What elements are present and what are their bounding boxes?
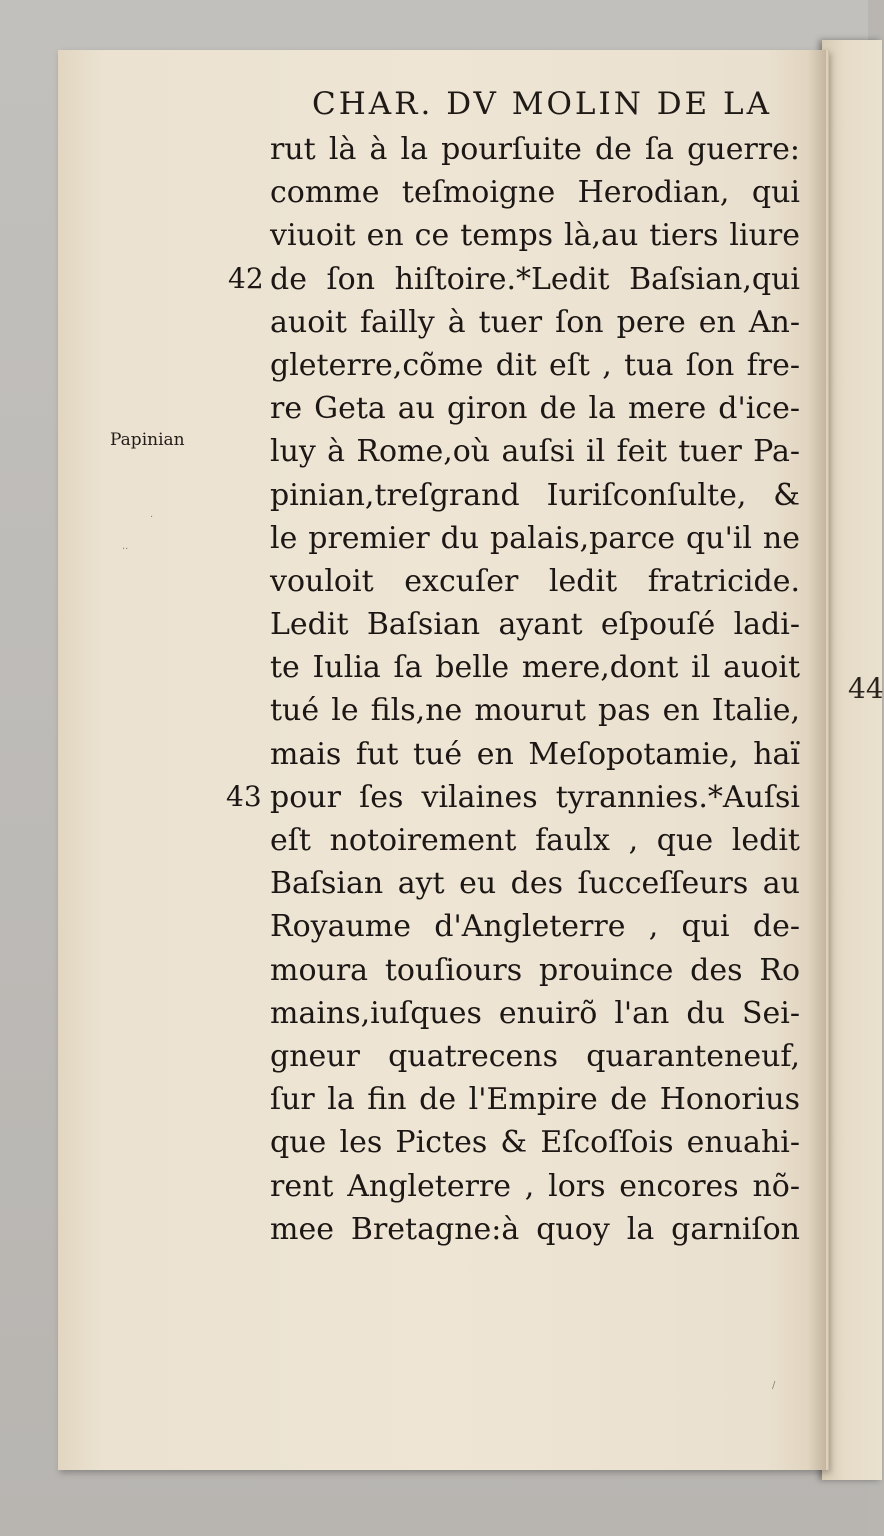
body-text	[270, 128, 800, 1251]
text-line: le premier du palais,parce qu'il ne	[270, 520, 800, 556]
text-line: mee Bretagne:à quoy la garniſon	[270, 1211, 800, 1247]
text-line: tué le fils,ne mourut pas en Italie,	[270, 693, 800, 729]
line-number-42: 42	[228, 262, 264, 295]
line-number-43: 43	[226, 780, 262, 813]
text-line: eſt notoirement faulx , que ledit	[270, 823, 800, 858]
text-line: pinian,treſgrand Iuriſconſulte, &	[270, 477, 800, 513]
text-line: gleterre,cõme dit eſt , tua ſon fre-	[270, 347, 800, 383]
paper-speck: ·	[150, 512, 154, 523]
text-line: te Iulia ſa belle mere,dont il auoit	[270, 650, 800, 686]
text-line: moura touſiours prouince des Ro	[270, 952, 800, 988]
paper-speck: /	[772, 1380, 776, 1391]
text-line: rut là à la pourſuite de ſa guerre:	[270, 132, 800, 167]
text-line: auoit failly à tuer ſon pere en An-	[270, 304, 800, 340]
text-line: mais fut tué en Meſopotamie, haï	[270, 736, 800, 772]
text-line: gneur quatrecens quaranteneuf,	[270, 1038, 800, 1074]
text-line: re Geta au giron de la mere d'ice-	[270, 391, 800, 427]
text-line: rent Angleterre , lors encores nõ-	[270, 1168, 800, 1204]
marginal-note: Papinian	[110, 430, 185, 450]
text-line: pour ſes vilaines tyrannies.*Auſsi	[270, 779, 800, 815]
right-page-edge	[822, 40, 882, 1480]
text-line: vouloit excuſer ledit fratricide.	[270, 563, 800, 599]
text-line: de ſon hiſtoire.*Ledit Baſsian,qui	[270, 261, 800, 297]
text-line: luy à Rome,où auſsi il feit tuer Pa-	[270, 434, 800, 470]
text-line: Royaume d'Angleterre , qui de-	[270, 909, 800, 945]
gutter-shadow	[808, 50, 826, 1470]
running-head: CHAR. DV MOLIN DE LA	[312, 86, 773, 122]
text-line: comme teſmoigne Herodian, qui	[270, 175, 800, 211]
right-page-number-fragment: 44	[848, 672, 884, 705]
text-line: que les Pictes & Eſcoſſois enuahi-	[270, 1125, 800, 1161]
text-line: mains,iuſques enuirõ l'an du Sei-	[270, 995, 800, 1031]
paper-speck: ··	[122, 544, 129, 555]
text-line: Baſsian ayt eu des ſucceſſeurs au	[270, 866, 800, 902]
text-line: ſur la fin de l'Empire de Honorius	[270, 1082, 800, 1118]
text-line: viuoit en ce temps là,au tiers liure	[270, 218, 800, 254]
text-line: Ledit Baſsian ayant eſpouſé ladi-	[270, 607, 800, 643]
